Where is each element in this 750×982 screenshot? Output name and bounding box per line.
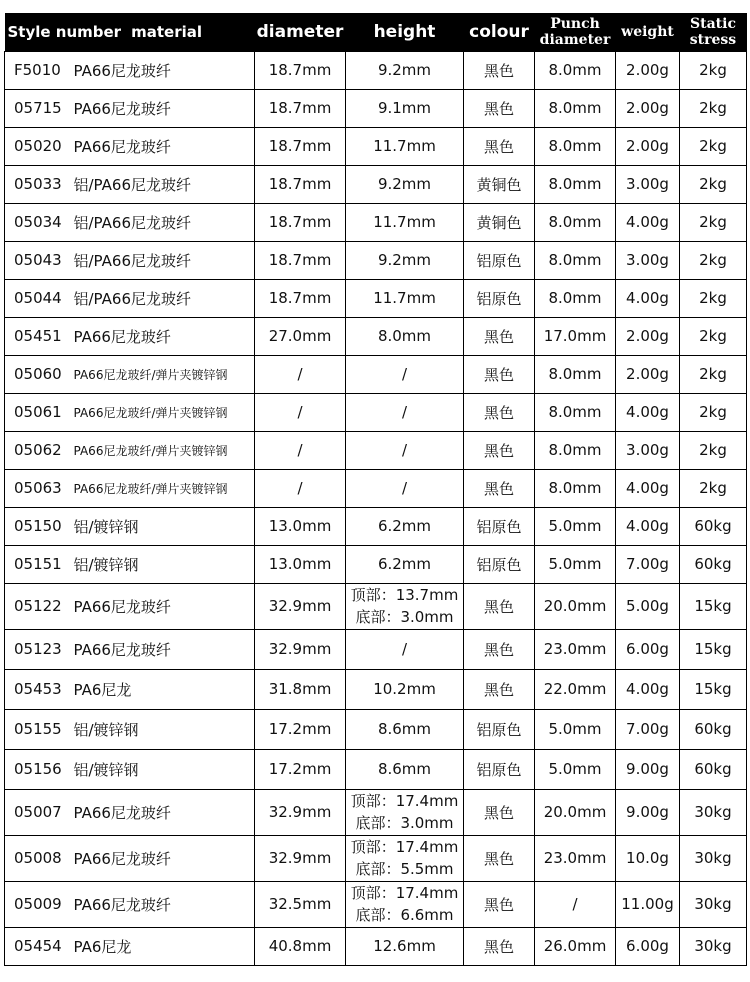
height-line: / xyxy=(401,441,408,459)
table-row xyxy=(5,431,747,469)
table-row xyxy=(5,279,747,317)
cell-material: PA66尼龙玻纤/弹片夹镀锌钢 xyxy=(71,431,255,469)
header-punch-line1: Punch xyxy=(550,15,600,32)
cell-colour: 黑色 xyxy=(464,881,535,927)
cell-diameter: 18.7mm xyxy=(255,279,346,317)
cell-colour: 黑色 xyxy=(464,317,535,355)
header-height: height xyxy=(373,21,436,42)
cell-punch-diameter: 5.0mm xyxy=(535,507,616,545)
cell-height xyxy=(346,51,464,89)
table-row xyxy=(5,749,747,789)
cell-weight: 9.00g xyxy=(616,789,680,835)
table-row xyxy=(5,317,747,355)
cell-height xyxy=(346,789,464,835)
cell-height xyxy=(346,507,464,545)
cell-material: 铝/镀锌钢 xyxy=(71,709,255,749)
table-row xyxy=(5,835,747,881)
table-row xyxy=(5,241,747,279)
cell-diameter: 32.9mm xyxy=(255,835,346,881)
cell-punch-diameter: 8.0mm xyxy=(535,51,616,89)
cell-style-number: 05020 xyxy=(5,127,71,165)
cell-static-stress: 60kg xyxy=(680,749,747,789)
cell-punch-diameter: 8.0mm xyxy=(535,89,616,127)
header-punch-diameter xyxy=(535,13,616,51)
height-line: 11.7mm xyxy=(373,137,436,155)
cell-material: PA66尼龙玻纤 xyxy=(71,583,255,629)
cell-colour: 黄铜色 xyxy=(464,165,535,203)
cell-static-stress: 30kg xyxy=(680,881,747,927)
cell-colour: 黑色 xyxy=(464,431,535,469)
cell-static-stress: 2kg xyxy=(680,203,747,241)
cell-weight: 4.00g xyxy=(616,507,680,545)
cell-material: 铝/镀锌钢 xyxy=(71,507,255,545)
cell-colour: 黑色 xyxy=(464,669,535,709)
cell-weight: 2.00g xyxy=(616,127,680,165)
height-line: 8.0mm xyxy=(377,327,432,345)
cell-style-number: 05155 xyxy=(5,709,71,749)
cell-height xyxy=(346,127,464,165)
cell-weight: 5.00g xyxy=(616,583,680,629)
cell-weight: 2.00g xyxy=(616,355,680,393)
cell-weight: 2.00g xyxy=(616,89,680,127)
cell-style-number: 05715 xyxy=(5,89,71,127)
cell-height xyxy=(346,583,464,629)
cell-punch-diameter: 8.0mm xyxy=(535,165,616,203)
cell-weight: 2.00g xyxy=(616,317,680,355)
cell-material: PA66尼龙玻纤/弹片夹镀锌钢 xyxy=(71,393,255,431)
table-row xyxy=(5,545,747,583)
cell-diameter: / xyxy=(255,469,346,507)
cell-style-number: 05033 xyxy=(5,165,71,203)
cell-diameter: 32.9mm xyxy=(255,629,346,669)
cell-punch-diameter: 8.0mm xyxy=(535,127,616,165)
header-weight: weight xyxy=(621,23,674,40)
height-line: 6.2mm xyxy=(377,555,432,573)
cell-punch-diameter: 23.0mm xyxy=(535,629,616,669)
cell-weight: 3.00g xyxy=(616,241,680,279)
cell-static-stress: 15kg xyxy=(680,669,747,709)
table-row xyxy=(5,355,747,393)
height-line: 顶部：17.4mm xyxy=(350,792,459,810)
header-style-material xyxy=(5,13,255,51)
cell-colour: 黑色 xyxy=(464,629,535,669)
header-punch-line2: diameter xyxy=(539,31,611,48)
cell-punch-diameter: 8.0mm xyxy=(535,241,616,279)
height-line: 底部：3.0mm xyxy=(355,608,454,626)
cell-style-number: 05061 xyxy=(5,393,71,431)
cell-colour: 黄铜色 xyxy=(464,203,535,241)
header-static-line1: Static xyxy=(690,15,736,32)
cell-style-number: 05151 xyxy=(5,545,71,583)
cell-static-stress: 30kg xyxy=(680,835,747,881)
cell-punch-diameter: 5.0mm xyxy=(535,545,616,583)
cell-static-stress: 2kg xyxy=(680,317,747,355)
height-line: 11.7mm xyxy=(373,213,436,231)
cell-colour: 铝原色 xyxy=(464,507,535,545)
header-diameter: diameter xyxy=(256,21,344,42)
height-line: 9.2mm xyxy=(377,61,432,79)
height-line: 顶部：17.4mm xyxy=(350,884,459,902)
cell-style-number: 05123 xyxy=(5,629,71,669)
cell-punch-diameter: 26.0mm xyxy=(535,927,616,965)
height-line: 9.2mm xyxy=(377,175,432,193)
cell-height xyxy=(346,881,464,927)
cell-weight: 2.00g xyxy=(616,51,680,89)
cell-weight: 4.00g xyxy=(616,279,680,317)
cell-colour: 铝原色 xyxy=(464,545,535,583)
cell-diameter: 18.7mm xyxy=(255,51,346,89)
table-row xyxy=(5,469,747,507)
cell-height xyxy=(346,669,464,709)
cell-material: PA66尼龙玻纤/弹片夹镀锌钢 xyxy=(71,469,255,507)
cell-material: PA66尼龙玻纤 xyxy=(71,127,255,165)
cell-static-stress: 2kg xyxy=(680,355,747,393)
table-row xyxy=(5,393,747,431)
header-colour: colour xyxy=(469,21,529,42)
cell-static-stress: 2kg xyxy=(680,241,747,279)
height-line: 10.2mm xyxy=(373,680,436,698)
cell-diameter: 18.7mm xyxy=(255,241,346,279)
cell-punch-diameter: 8.0mm xyxy=(535,355,616,393)
cell-static-stress: 2kg xyxy=(680,51,747,89)
cell-diameter: / xyxy=(255,355,346,393)
cell-colour: 黑色 xyxy=(464,927,535,965)
header-row xyxy=(5,13,747,51)
table-row xyxy=(5,709,747,749)
cell-static-stress: 2kg xyxy=(680,393,747,431)
cell-diameter: 17.2mm xyxy=(255,709,346,749)
cell-height xyxy=(346,469,464,507)
cell-punch-diameter: 20.0mm xyxy=(535,789,616,835)
cell-colour: 铝原色 xyxy=(464,241,535,279)
cell-style-number: 05062 xyxy=(5,431,71,469)
cell-diameter: / xyxy=(255,431,346,469)
cell-weight: 9.00g xyxy=(616,749,680,789)
cell-height xyxy=(346,629,464,669)
cell-colour: 铝原色 xyxy=(464,709,535,749)
cell-height xyxy=(346,241,464,279)
cell-colour: 铝原色 xyxy=(464,749,535,789)
height-line: 8.6mm xyxy=(377,720,432,738)
table-row xyxy=(5,165,747,203)
cell-style-number: 05150 xyxy=(5,507,71,545)
cell-height xyxy=(346,89,464,127)
cell-weight: 4.00g xyxy=(616,393,680,431)
cell-height xyxy=(346,749,464,789)
cell-style-number: 05044 xyxy=(5,279,71,317)
cell-height xyxy=(346,355,464,393)
cell-height xyxy=(346,545,464,583)
cell-colour: 黑色 xyxy=(464,355,535,393)
cell-static-stress: 60kg xyxy=(680,545,747,583)
height-line: / xyxy=(401,640,408,658)
height-line: 12.6mm xyxy=(373,937,436,955)
cell-diameter: 32.9mm xyxy=(255,583,346,629)
cell-material: 铝/镀锌钢 xyxy=(71,545,255,583)
height-line: 8.6mm xyxy=(377,760,432,778)
table-row xyxy=(5,507,747,545)
cell-material: PA66尼龙玻纤 xyxy=(71,51,255,89)
cell-height xyxy=(346,165,464,203)
cell-material: 铝/PA66尼龙玻纤 xyxy=(71,241,255,279)
cell-punch-diameter: 20.0mm xyxy=(535,583,616,629)
cell-diameter: 18.7mm xyxy=(255,203,346,241)
cell-material: PA66尼龙玻纤 xyxy=(71,629,255,669)
cell-diameter: 31.8mm xyxy=(255,669,346,709)
cell-style-number: 05009 xyxy=(5,881,71,927)
cell-colour: 黑色 xyxy=(464,393,535,431)
cell-punch-diameter: / xyxy=(535,881,616,927)
cell-static-stress: 2kg xyxy=(680,469,747,507)
cell-colour: 黑色 xyxy=(464,89,535,127)
cell-punch-diameter: 8.0mm xyxy=(535,393,616,431)
table-body xyxy=(5,51,747,965)
header-static-stress xyxy=(680,13,747,51)
cell-material: 铝/PA66尼龙玻纤 xyxy=(71,203,255,241)
table-row xyxy=(5,927,747,965)
cell-static-stress: 2kg xyxy=(680,279,747,317)
cell-weight: 3.00g xyxy=(616,431,680,469)
cell-punch-diameter: 5.0mm xyxy=(535,749,616,789)
cell-height xyxy=(346,317,464,355)
cell-style-number: 05043 xyxy=(5,241,71,279)
table-row xyxy=(5,127,747,165)
cell-diameter: 17.2mm xyxy=(255,749,346,789)
height-line: 9.1mm xyxy=(377,99,432,117)
cell-static-stress: 15kg xyxy=(680,583,747,629)
cell-height xyxy=(346,279,464,317)
cell-diameter: 13.0mm xyxy=(255,507,346,545)
cell-punch-diameter: 8.0mm xyxy=(535,203,616,241)
cell-diameter: 40.8mm xyxy=(255,927,346,965)
cell-static-stress: 2kg xyxy=(680,127,747,165)
cell-style-number: 05453 xyxy=(5,669,71,709)
cell-height xyxy=(346,203,464,241)
cell-material: PA66尼龙玻纤 xyxy=(71,789,255,835)
cell-height xyxy=(346,431,464,469)
cell-static-stress: 2kg xyxy=(680,165,747,203)
cell-material: PA66尼龙玻纤 xyxy=(71,881,255,927)
product-spec-table xyxy=(4,13,747,966)
height-line: 底部：5.5mm xyxy=(355,860,454,878)
cell-material: PA66尼龙玻纤 xyxy=(71,89,255,127)
cell-style-number: 05451 xyxy=(5,317,71,355)
cell-diameter: 27.0mm xyxy=(255,317,346,355)
height-line: / xyxy=(401,365,408,383)
cell-diameter: 13.0mm xyxy=(255,545,346,583)
cell-height xyxy=(346,709,464,749)
table-row xyxy=(5,669,747,709)
cell-static-stress: 30kg xyxy=(680,927,747,965)
cell-material: PA6尼龙 xyxy=(71,669,255,709)
cell-static-stress: 2kg xyxy=(680,431,747,469)
cell-punch-diameter: 8.0mm xyxy=(535,469,616,507)
cell-colour: 黑色 xyxy=(464,583,535,629)
cell-colour: 黑色 xyxy=(464,789,535,835)
cell-static-stress: 30kg xyxy=(680,789,747,835)
cell-material: 铝/镀锌钢 xyxy=(71,749,255,789)
cell-style-number: 05122 xyxy=(5,583,71,629)
cell-diameter: 32.5mm xyxy=(255,881,346,927)
height-line: / xyxy=(401,403,408,421)
cell-weight: 3.00g xyxy=(616,165,680,203)
cell-colour: 黑色 xyxy=(464,51,535,89)
cell-material: PA66尼龙玻纤 xyxy=(71,835,255,881)
cell-material: PA6尼龙 xyxy=(71,927,255,965)
cell-material: PA66尼龙玻纤/弹片夹镀锌钢 xyxy=(71,355,255,393)
height-line: 6.2mm xyxy=(377,517,432,535)
cell-colour: 铝原色 xyxy=(464,279,535,317)
cell-weight: 4.00g xyxy=(616,203,680,241)
header-style-number: Style number xyxy=(7,22,122,41)
cell-weight: 7.00g xyxy=(616,709,680,749)
header-static-line2: stress xyxy=(689,31,737,48)
cell-material: 铝/PA66尼龙玻纤 xyxy=(71,165,255,203)
cell-style-number: 05034 xyxy=(5,203,71,241)
height-line: 11.7mm xyxy=(373,289,436,307)
cell-height xyxy=(346,927,464,965)
cell-height xyxy=(346,393,464,431)
table-row xyxy=(5,89,747,127)
cell-diameter: / xyxy=(255,393,346,431)
cell-punch-diameter: 23.0mm xyxy=(535,835,616,881)
table-header xyxy=(5,13,747,51)
cell-static-stress: 60kg xyxy=(680,507,747,545)
cell-colour: 黑色 xyxy=(464,469,535,507)
cell-weight: 11.00g xyxy=(616,881,680,927)
cell-diameter: 32.9mm xyxy=(255,789,346,835)
cell-punch-diameter: 22.0mm xyxy=(535,669,616,709)
cell-weight: 10.0g xyxy=(616,835,680,881)
cell-weight: 6.00g xyxy=(616,927,680,965)
cell-style-number: 05156 xyxy=(5,749,71,789)
cell-material: 铝/PA66尼龙玻纤 xyxy=(71,279,255,317)
cell-style-number: 05007 xyxy=(5,789,71,835)
cell-diameter: 18.7mm xyxy=(255,165,346,203)
cell-colour: 黑色 xyxy=(464,835,535,881)
cell-colour: 黑色 xyxy=(464,127,535,165)
height-line: 顶部：13.7mm xyxy=(350,586,459,604)
table-row xyxy=(5,629,747,669)
cell-static-stress: 60kg xyxy=(680,709,747,749)
cell-style-number: 05454 xyxy=(5,927,71,965)
cell-height xyxy=(346,835,464,881)
cell-weight: 4.00g xyxy=(616,669,680,709)
height-line: 顶部：17.4mm xyxy=(350,838,459,856)
cell-weight: 6.00g xyxy=(616,629,680,669)
cell-weight: 7.00g xyxy=(616,545,680,583)
cell-punch-diameter: 8.0mm xyxy=(535,279,616,317)
cell-style-number: 05008 xyxy=(5,835,71,881)
cell-style-number: 05060 xyxy=(5,355,71,393)
height-line: / xyxy=(401,479,408,497)
cell-punch-diameter: 8.0mm xyxy=(535,431,616,469)
cell-diameter: 18.7mm xyxy=(255,89,346,127)
table-row xyxy=(5,789,747,835)
table-row xyxy=(5,881,747,927)
cell-static-stress: 2kg xyxy=(680,89,747,127)
cell-style-number: 05063 xyxy=(5,469,71,507)
height-line: 9.2mm xyxy=(377,251,432,269)
height-line: 底部：3.0mm xyxy=(355,814,454,832)
cell-style-number: F5010 xyxy=(5,51,71,89)
cell-material: PA66尼龙玻纤 xyxy=(71,317,255,355)
table-row xyxy=(5,583,747,629)
table-row xyxy=(5,51,747,89)
table-row xyxy=(5,203,747,241)
cell-punch-diameter: 17.0mm xyxy=(535,317,616,355)
height-line: 底部：6.6mm xyxy=(355,906,454,924)
cell-diameter: 18.7mm xyxy=(255,127,346,165)
header-material: material xyxy=(131,22,202,41)
cell-static-stress: 15kg xyxy=(680,629,747,669)
cell-punch-diameter: 5.0mm xyxy=(535,709,616,749)
cell-weight: 4.00g xyxy=(616,469,680,507)
